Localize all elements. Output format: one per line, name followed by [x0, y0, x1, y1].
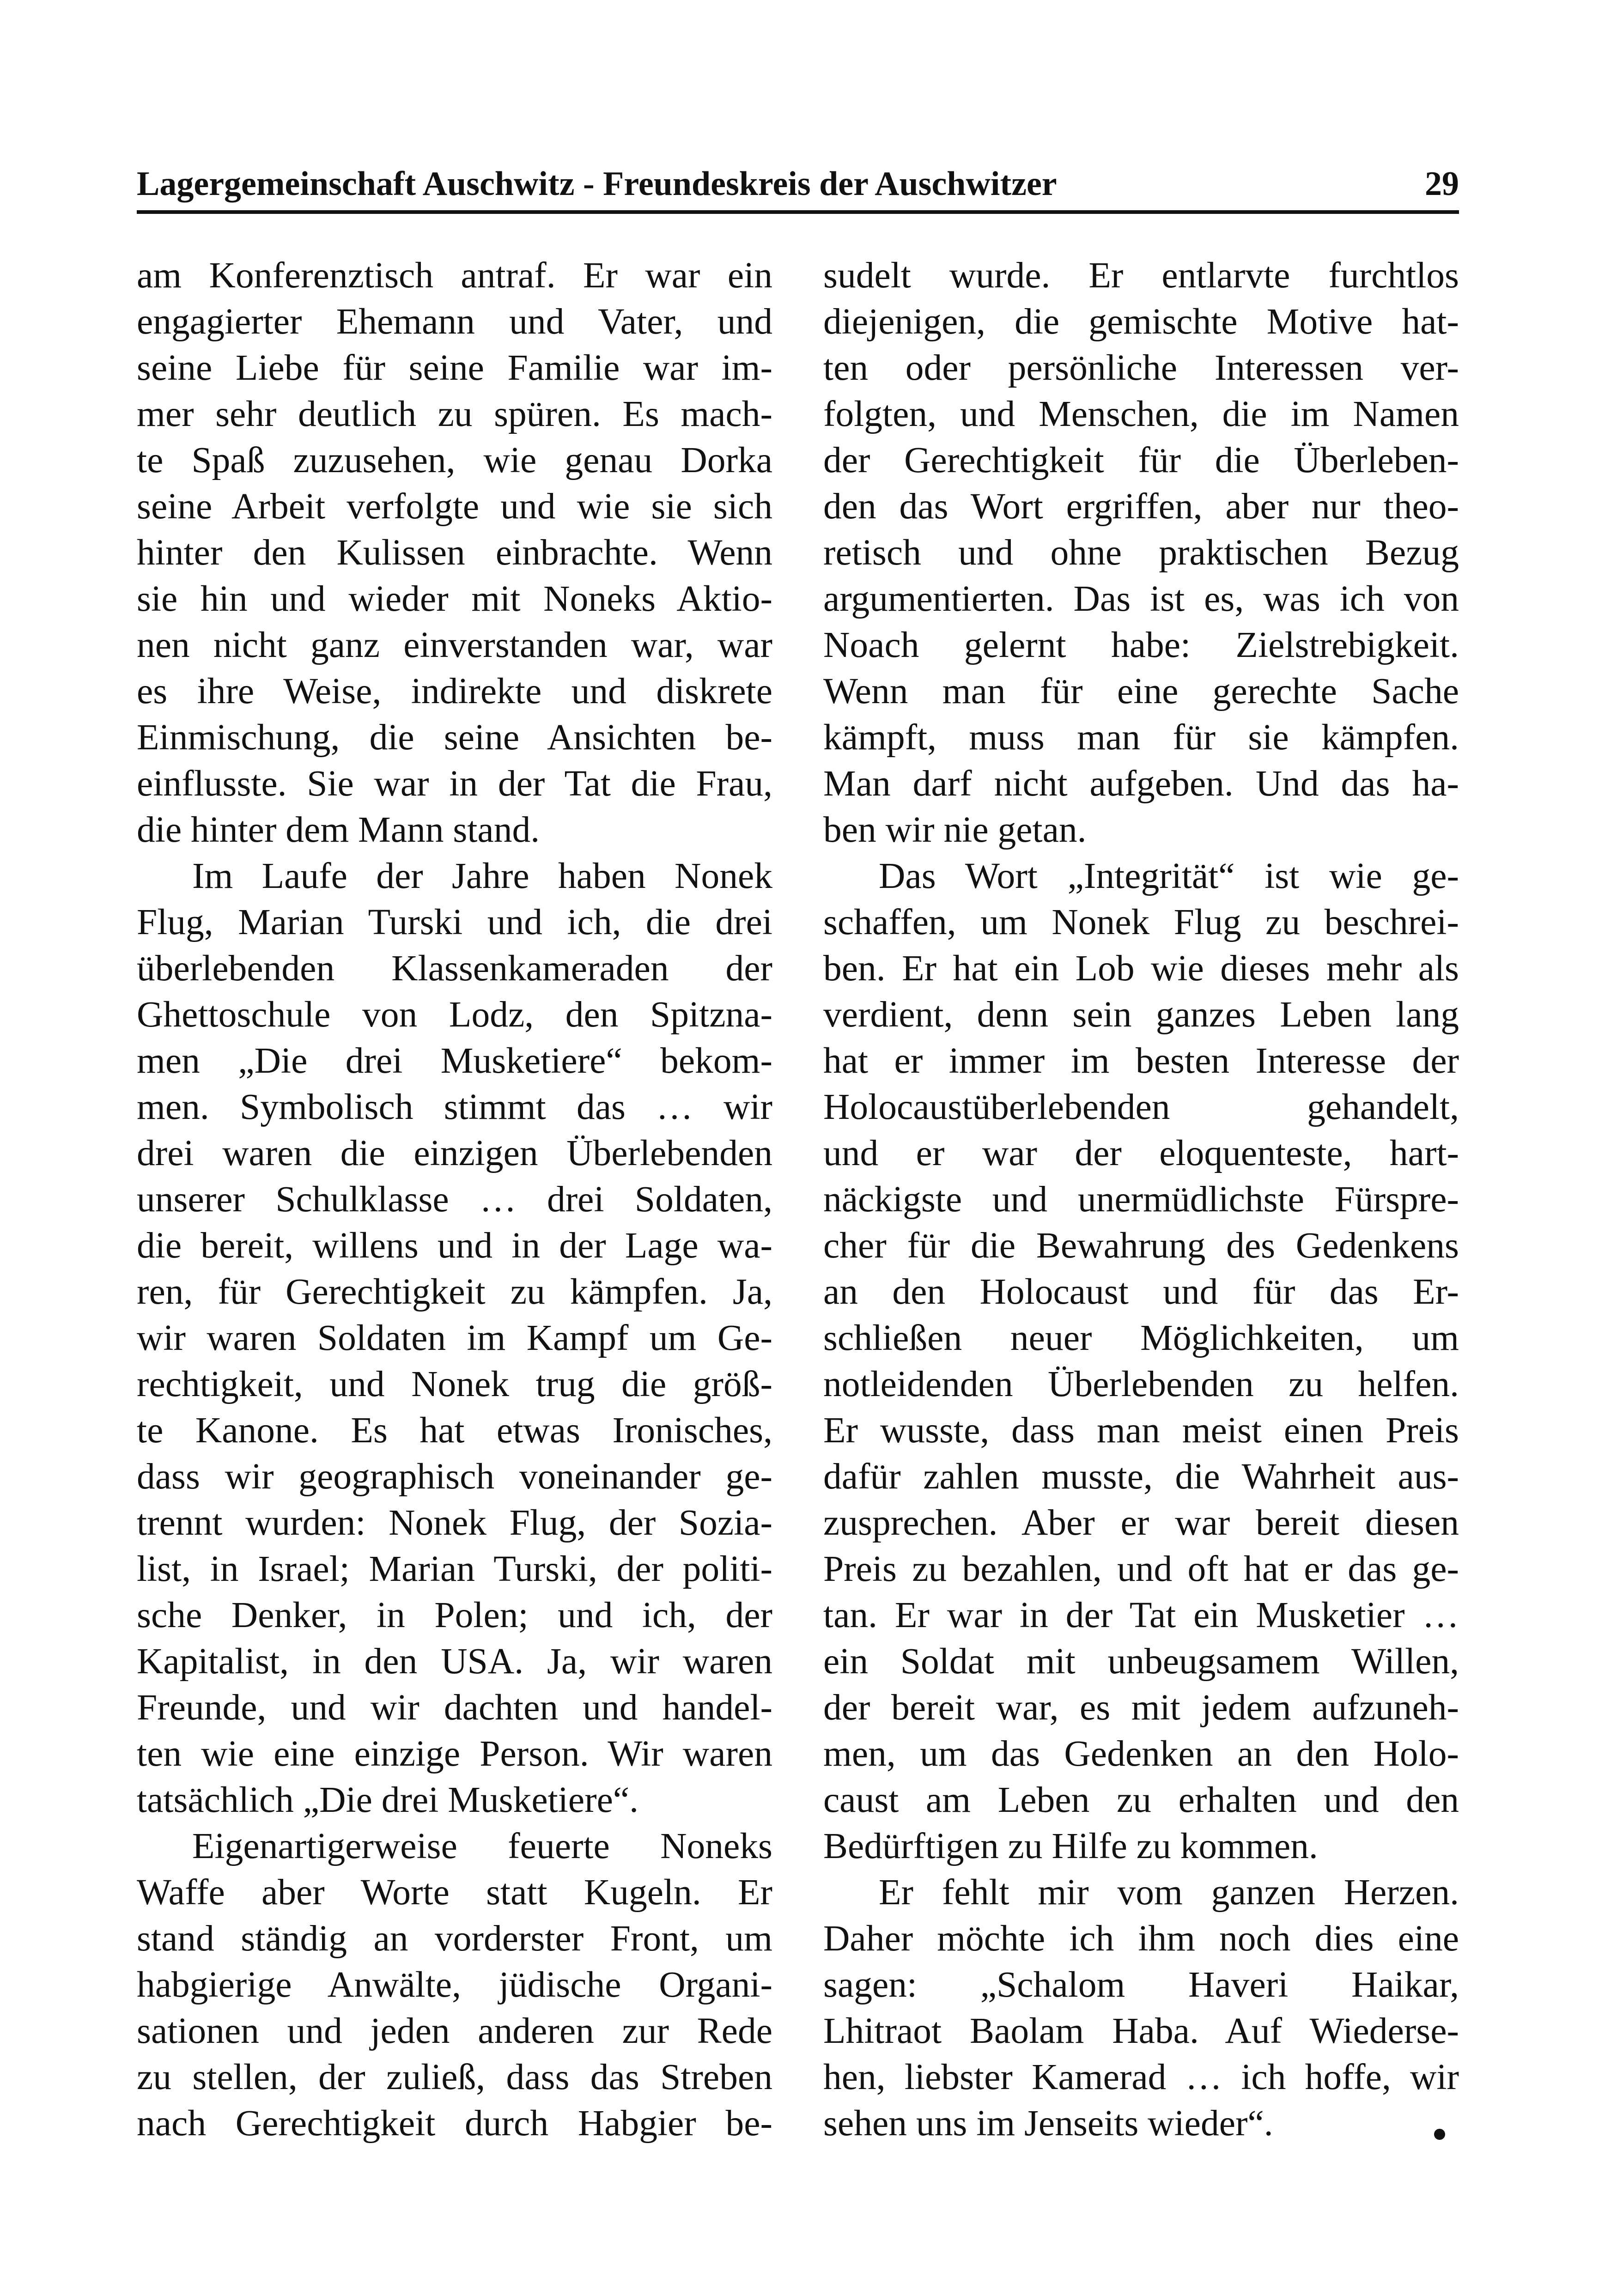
text-line: Eigenartigerweise feuerte Noneks [192, 1826, 772, 1866]
text-line: stand ständig an vorderster Front, um [137, 1918, 772, 1959]
text-line: Noach gelernt habe: Zielstrebigkeit. [823, 625, 1459, 665]
text-line: ben wir nie getan. [823, 809, 1087, 850]
text-line: Preis zu bezahlen, und oft hat er das ge- [823, 1549, 1459, 1589]
text-line: engagierter Ehemann und Vater, und [137, 301, 772, 342]
text-line: sie hin und wieder mit Noneks Aktio- [137, 578, 772, 619]
text-line: hat er immer im besten Interesse der [823, 1040, 1459, 1081]
text-line: tatsächlich „Die drei Musketiere“. [137, 1780, 639, 1820]
text-line: unserer Schulklasse … drei Soldaten, [137, 1179, 772, 1220]
text-line: verdient, denn sein ganzes Leben lang [823, 994, 1459, 1035]
text-line: ein Soldat mit unbeugsamem Willen, [823, 1641, 1459, 1682]
text-line: Im Laufe der Jahre haben Nonek [192, 856, 772, 896]
text-line: an den Holocaust und für das Er- [823, 1271, 1459, 1312]
text-line: list, in Israel; Marian Turski, der politi- [137, 1549, 772, 1589]
text-line: habgierige Anwälte, jüdische Organi- [137, 1964, 772, 2005]
text-line: überlebenden Klassenkameraden der [137, 948, 772, 989]
text-line: folgten, und Menschen, die im Namen [823, 394, 1459, 434]
running-header [137, 161, 1459, 212]
text-line: rechtigkeit, und Nonek trug die größ- [137, 1364, 772, 1404]
text-line: schließen neuer Möglichkeiten, um [823, 1318, 1459, 1358]
text-line: zu stellen, der zuließ, dass das Streben [137, 2057, 772, 2097]
text-line: zusprechen. Aber er war bereit diesen [823, 1502, 1459, 1543]
text-line: sehen uns im Jenseits wieder“. [823, 2103, 1273, 2144]
text-line: hinter den Kulissen einbrachte. Wenn [137, 532, 772, 573]
text-line: Bedürftigen zu Hilfe zu kommen. [823, 1826, 1318, 1866]
text-line: Kapitalist, in den USA. Ja, wir waren [137, 1641, 772, 1682]
text-line: drei waren die einzigen Überlebenden [137, 1133, 772, 1173]
text-line: sche Denker, in Polen; und ich, der [137, 1595, 772, 1635]
text-line: ten wie eine einzige Person. Wir waren [137, 1733, 772, 1774]
text-line: trennt wurden: Nonek Flug, der Sozia- [137, 1502, 772, 1543]
text-line: dass wir geographisch voneinander ge- [137, 1456, 772, 1497]
text-line: kämpft, muss man für sie kämpfen. [823, 717, 1459, 758]
text-line: men, um das Gedenken an den Holo- [823, 1733, 1459, 1774]
text-line: einflusste. Sie war in der Tat die Frau, [137, 763, 772, 804]
end-of-article-mark [1434, 2129, 1445, 2140]
header-title: Lagergemeinschaft Auschwitz - Freundeskreis der Auschwitzer [137, 165, 1057, 203]
text-line: nen nicht ganz einverstanden war, war [137, 625, 772, 665]
text-line: Er wusste, dass man meist einen Preis [823, 1410, 1459, 1451]
text-line: Ghettoschule von Lodz, den Spitzna- [137, 994, 772, 1035]
text-line: am Konferenztisch antraf. Er war ein [137, 255, 772, 296]
text-line: men. Symbolisch stimmt das … wir [137, 1087, 772, 1127]
text-line: ren, für Gerechtigkeit zu kämpfen. Ja, [137, 1271, 772, 1312]
text-line: schaffen, um Nonek Flug zu beschrei- [823, 902, 1459, 942]
text-line: mer sehr deutlich zu spüren. Es mach- [137, 394, 772, 434]
text-line: den das Wort ergriffen, aber nur theo- [823, 486, 1459, 527]
text-line: te Spaß zuzusehen, wie genau Dorka [137, 440, 772, 480]
text-line: Einmischung, die seine Ansichten be- [137, 717, 772, 758]
text-line: es ihre Weise, indirekte und diskrete [137, 671, 772, 711]
right-column [823, 252, 1459, 2146]
left-column [137, 252, 772, 2146]
text-line: notleidenden Überlebenden zu helfen. [823, 1364, 1459, 1404]
page-number: 29 [1425, 165, 1459, 203]
text-line: Lhitraot Baolam Haba. Auf Wiederse- [823, 2011, 1459, 2051]
text-line: Man darf nicht aufgeben. Und das ha- [823, 763, 1459, 804]
text-line: dafür zahlen musste, die Wahrheit aus- [823, 1456, 1459, 1497]
text-line: te Kanone. Es hat etwas Ironisches, [137, 1410, 772, 1451]
text-line: ben. Er hat ein Lob wie dieses mehr als [823, 948, 1459, 989]
text-line: wir waren Soldaten im Kampf um Ge- [137, 1318, 772, 1358]
text-line: seine Arbeit verfolgte und wie sie sich [137, 486, 772, 527]
text-line: sudelt wurde. Er entlarvte furchtlos [823, 255, 1459, 296]
text-line: der Gerechtigkeit für die Überleben- [823, 440, 1459, 480]
text-line: sationen und jeden anderen zur Rede [137, 2011, 772, 2051]
text-line: diejenigen, die gemischte Motive hat- [823, 301, 1459, 342]
header-rule [137, 210, 1459, 214]
text-line: Das Wort „Integrität“ ist wie ge- [879, 856, 1459, 896]
text-line: und er war der eloquenteste, hart- [823, 1133, 1459, 1173]
text-line: tan. Er war in der Tat ein Musketier … [823, 1595, 1459, 1635]
text-line: Waffe aber Worte statt Kugeln. Er [137, 1872, 772, 1913]
text-line: Daher möchte ich ihm noch dies eine [823, 1918, 1459, 1959]
text-line: Flug, Marian Turski und ich, die drei [137, 902, 772, 942]
text-line: retisch und ohne praktischen Bezug [823, 532, 1459, 573]
text-line: nach Gerechtigkeit durch Habgier be- [137, 2103, 772, 2144]
text-line: Er fehlt mir vom ganzen Herzen. [879, 1872, 1459, 1913]
text-line: cher für die Bewahrung des Gedenkens [823, 1225, 1459, 1266]
text-line: Holocaustüberlebenden gehandelt, [823, 1087, 1459, 1127]
text-line: seine Liebe für seine Familie war im- [137, 347, 772, 388]
text-line: Freunde, und wir dachten und handel- [137, 1687, 772, 1728]
text-line: Wenn man für eine gerechte Sache [823, 671, 1459, 711]
text-line: ten oder persönliche Interessen ver- [823, 347, 1459, 388]
text-line: sagen: „Schalom Haveri Haikar, [823, 1964, 1459, 2005]
text-line: caust am Leben zu erhalten und den [823, 1780, 1459, 1820]
text-line: der bereit war, es mit jedem aufzuneh- [823, 1687, 1459, 1728]
text-line: hen, liebster Kamerad … ich hoffe, wir [823, 2057, 1459, 2097]
text-line: die hinter dem Mann stand. [137, 809, 540, 850]
text-line: argumentierten. Das ist es, was ich von [823, 578, 1459, 619]
text-line: näckigste und unermüdlichste Fürspre- [823, 1179, 1459, 1220]
text-line: die bereit, willens und in der Lage wa- [137, 1225, 772, 1266]
text-line: men „Die drei Musketiere“ bekom- [137, 1040, 772, 1081]
